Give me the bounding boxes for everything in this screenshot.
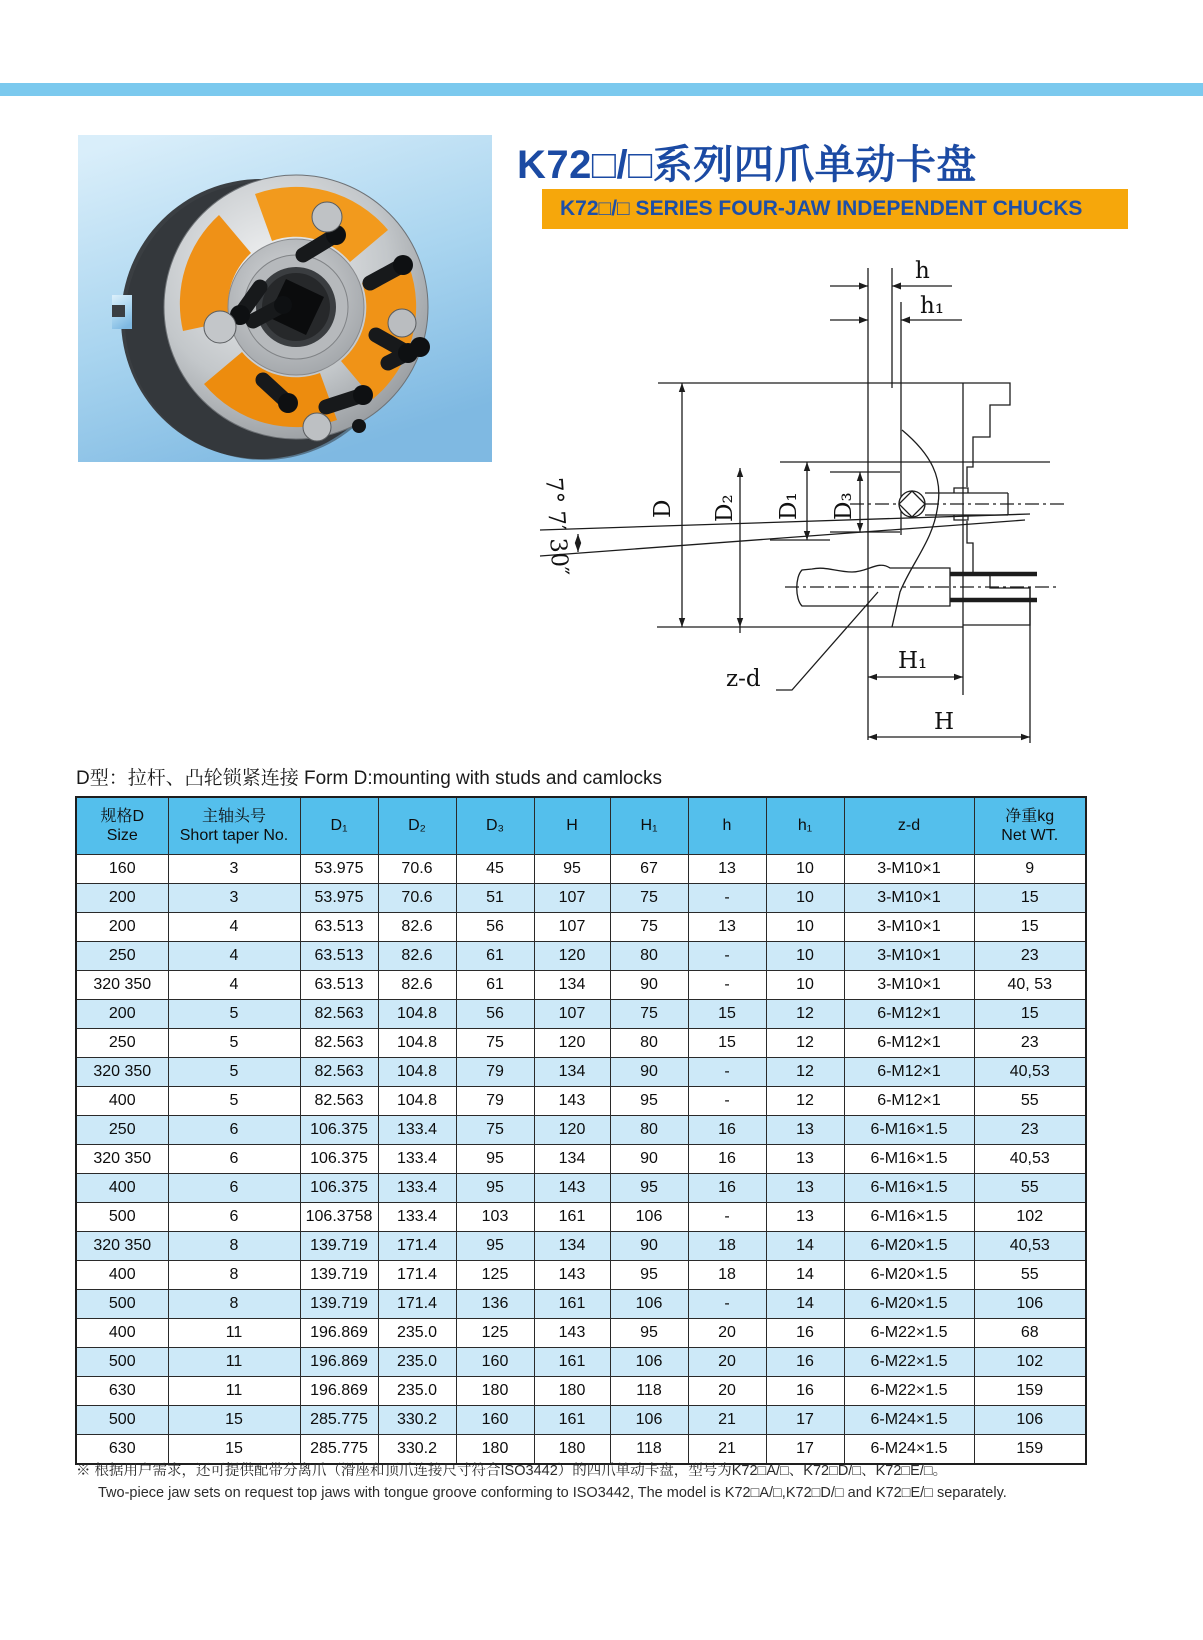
table-cell: 14 bbox=[766, 1290, 844, 1319]
table-cell: 6-M22×1.5 bbox=[844, 1348, 974, 1377]
table-cell: - bbox=[688, 1058, 766, 1087]
table-cell: - bbox=[688, 1290, 766, 1319]
table-cell: 171.4 bbox=[378, 1290, 456, 1319]
table-cell: 14 bbox=[766, 1232, 844, 1261]
table-header-cell: D₁ bbox=[300, 797, 378, 855]
table-cell: 136 bbox=[456, 1290, 534, 1319]
table-row bbox=[76, 1348, 1086, 1377]
table-cell: 90 bbox=[610, 1058, 688, 1087]
table-cell: 95 bbox=[456, 1174, 534, 1203]
table-cell: 80 bbox=[610, 1116, 688, 1145]
table-cell: 95 bbox=[610, 1261, 688, 1290]
table-cell: 104.8 bbox=[378, 1058, 456, 1087]
table-cell: 75 bbox=[456, 1029, 534, 1058]
footnote bbox=[76, 1461, 1007, 1505]
label-H: H bbox=[934, 709, 955, 735]
table-cell: 196.869 bbox=[300, 1348, 378, 1377]
table-cell: 6-M24×1.5 bbox=[844, 1406, 974, 1435]
table-cell: 6-M12×1 bbox=[844, 1058, 974, 1087]
table-row bbox=[76, 942, 1086, 971]
table-row bbox=[76, 1319, 1086, 1348]
table-row bbox=[76, 1406, 1086, 1435]
table-cell: 161 bbox=[534, 1348, 610, 1377]
table-cell: 133.4 bbox=[378, 1145, 456, 1174]
product-photo bbox=[78, 135, 492, 462]
table-cell: 134 bbox=[534, 1145, 610, 1174]
table-cell: 120 bbox=[534, 1116, 610, 1145]
table-cell: 133.4 bbox=[378, 1174, 456, 1203]
table-cell: - bbox=[688, 942, 766, 971]
table-cell: 106 bbox=[610, 1348, 688, 1377]
table-cell: 106 bbox=[610, 1290, 688, 1319]
table-cell: 159 bbox=[974, 1377, 1086, 1406]
table-cell: 5 bbox=[168, 1087, 300, 1116]
table-caption bbox=[76, 763, 662, 790]
table-cell: 45 bbox=[456, 855, 534, 884]
table-cell: 118 bbox=[610, 1435, 688, 1465]
table-cell: 235.0 bbox=[378, 1377, 456, 1406]
table-row bbox=[76, 1261, 1086, 1290]
table-cell: 107 bbox=[534, 1000, 610, 1029]
table-cell: 51 bbox=[456, 884, 534, 913]
table-cell: 630 bbox=[76, 1377, 168, 1406]
table-cell: 17 bbox=[766, 1435, 844, 1465]
table-cell: 3-M10×1 bbox=[844, 884, 974, 913]
table-cell: 12 bbox=[766, 1029, 844, 1058]
table-cell: 16 bbox=[688, 1174, 766, 1203]
table-cell: 160 bbox=[76, 855, 168, 884]
table-cell: 107 bbox=[534, 913, 610, 942]
table-cell: 55 bbox=[974, 1087, 1086, 1116]
table-cell: 10 bbox=[766, 855, 844, 884]
table-cell: 180 bbox=[534, 1377, 610, 1406]
table-row bbox=[76, 1000, 1086, 1029]
chuck-hole bbox=[352, 419, 366, 433]
spec-table-body bbox=[76, 855, 1086, 1465]
table-cell: 61 bbox=[456, 971, 534, 1000]
footnote-en: Two-piece jaw sets on request top jaws with tongue groove conforming to ISO3442, The model is K72□A/□,K72□D/□ and K72□E/□ separately. bbox=[98, 1484, 1007, 1501]
table-cell: 320 350 bbox=[76, 1145, 168, 1174]
table-cell: 159 bbox=[974, 1435, 1086, 1465]
table-cell: 6 bbox=[168, 1174, 300, 1203]
table-cell: 9 bbox=[974, 855, 1086, 884]
table-cell: 6-M16×1.5 bbox=[844, 1203, 974, 1232]
table-cell: 55 bbox=[974, 1174, 1086, 1203]
table-cell: 75 bbox=[610, 884, 688, 913]
table-cell: 21 bbox=[688, 1406, 766, 1435]
table-cell: 134 bbox=[534, 971, 610, 1000]
table-cell: 11 bbox=[168, 1319, 300, 1348]
table-header-cell: D₃ bbox=[456, 797, 534, 855]
table-cell: 13 bbox=[766, 1116, 844, 1145]
table-caption-en: Form D:mounting with studs and camlocks bbox=[298, 768, 662, 789]
table-cell: 40,53 bbox=[974, 1145, 1086, 1174]
table-row bbox=[76, 913, 1086, 942]
table-cell: 82.6 bbox=[378, 971, 456, 1000]
table-cell: 8 bbox=[168, 1261, 300, 1290]
table-cell: 133.4 bbox=[378, 1203, 456, 1232]
table-row bbox=[76, 971, 1086, 1000]
table-cell: 55 bbox=[974, 1261, 1086, 1290]
table-cell: 13 bbox=[766, 1145, 844, 1174]
table-cell: 6-M12×1 bbox=[844, 1087, 974, 1116]
table-cell: 70.6 bbox=[378, 884, 456, 913]
table-cell: 23 bbox=[974, 1029, 1086, 1058]
table-cell: 630 bbox=[76, 1435, 168, 1465]
table-cell: 10 bbox=[766, 942, 844, 971]
table-row bbox=[76, 1174, 1086, 1203]
table-cell: 139.719 bbox=[300, 1232, 378, 1261]
table-cell: 107 bbox=[534, 884, 610, 913]
table-cell: 10 bbox=[766, 913, 844, 942]
table-cell: 13 bbox=[766, 1203, 844, 1232]
table-cell: 196.869 bbox=[300, 1377, 378, 1406]
table-header-cell: 净重kg Net WT. bbox=[974, 797, 1086, 855]
table-row bbox=[76, 1116, 1086, 1145]
table-row bbox=[76, 1435, 1086, 1465]
table-cell: 120 bbox=[534, 942, 610, 971]
table-cell: 500 bbox=[76, 1406, 168, 1435]
table-cell: 8 bbox=[168, 1232, 300, 1261]
table-cell: 161 bbox=[534, 1290, 610, 1319]
table-cell: 200 bbox=[76, 884, 168, 913]
table-cell: 180 bbox=[456, 1435, 534, 1465]
spec-table bbox=[75, 796, 1087, 1465]
table-cell: 235.0 bbox=[378, 1348, 456, 1377]
table-cell: 143 bbox=[534, 1174, 610, 1203]
table-cell: 180 bbox=[456, 1377, 534, 1406]
table-cell: 3-M10×1 bbox=[844, 971, 974, 1000]
table-cell: 15 bbox=[974, 1000, 1086, 1029]
table-cell: - bbox=[688, 1087, 766, 1116]
table-cell: 5 bbox=[168, 1029, 300, 1058]
table-cell: 6-M16×1.5 bbox=[844, 1174, 974, 1203]
table-row bbox=[76, 1290, 1086, 1319]
table-cell: 80 bbox=[610, 1029, 688, 1058]
table-cell: 161 bbox=[534, 1406, 610, 1435]
table-header-cell: h₁ bbox=[766, 797, 844, 855]
table-cell: 320 350 bbox=[76, 1232, 168, 1261]
table-cell: 90 bbox=[610, 1232, 688, 1261]
table-cell: 95 bbox=[456, 1145, 534, 1174]
table-cell: 75 bbox=[610, 1000, 688, 1029]
table-cell: 4 bbox=[168, 942, 300, 971]
table-cell: 12 bbox=[766, 1000, 844, 1029]
table-cell: 106.375 bbox=[300, 1174, 378, 1203]
table-cell: 10 bbox=[766, 884, 844, 913]
table-cell: 160 bbox=[456, 1348, 534, 1377]
technical-drawing bbox=[530, 240, 1075, 750]
table-cell: 82.563 bbox=[300, 1058, 378, 1087]
table-cell: 75 bbox=[456, 1116, 534, 1145]
table-cell: 20 bbox=[688, 1377, 766, 1406]
table-cell: 70.6 bbox=[378, 855, 456, 884]
table-cell: 500 bbox=[76, 1348, 168, 1377]
table-header-cell: h bbox=[688, 797, 766, 855]
table-cell: 82.563 bbox=[300, 1029, 378, 1058]
table-cell: 12 bbox=[766, 1087, 844, 1116]
label-angle: 7° 7′ 30″ bbox=[540, 476, 573, 577]
table-cell: 250 bbox=[76, 1029, 168, 1058]
table-row bbox=[76, 1203, 1086, 1232]
table-cell: 8 bbox=[168, 1290, 300, 1319]
table-cell: 40, 53 bbox=[974, 971, 1086, 1000]
table-cell: 400 bbox=[76, 1319, 168, 1348]
label-zd: z-d bbox=[726, 666, 761, 692]
table-cell: 4 bbox=[168, 913, 300, 942]
table-cell: 20 bbox=[688, 1348, 766, 1377]
table-cell: 4 bbox=[168, 971, 300, 1000]
table-cell: 3-M10×1 bbox=[844, 913, 974, 942]
table-cell: 20 bbox=[688, 1319, 766, 1348]
table-cell: 15 bbox=[688, 1000, 766, 1029]
table-cell: 104.8 bbox=[378, 1000, 456, 1029]
table-cell: 285.775 bbox=[300, 1406, 378, 1435]
table-cell: 18 bbox=[688, 1261, 766, 1290]
table-cell: 82.563 bbox=[300, 1087, 378, 1116]
table-row bbox=[76, 1145, 1086, 1174]
spec-table-head bbox=[76, 797, 1086, 855]
table-cell: 200 bbox=[76, 913, 168, 942]
table-cell: 6-M20×1.5 bbox=[844, 1232, 974, 1261]
table-cell: 6-M22×1.5 bbox=[844, 1319, 974, 1348]
table-cell: 118 bbox=[610, 1377, 688, 1406]
label-D1: D₁ bbox=[776, 492, 802, 520]
table-cell: 3-M10×1 bbox=[844, 855, 974, 884]
table-cell: 13 bbox=[688, 855, 766, 884]
table-cell: 75 bbox=[610, 913, 688, 942]
table-cell: 15 bbox=[168, 1435, 300, 1465]
table-cell: 82.563 bbox=[300, 1000, 378, 1029]
table-cell: 95 bbox=[534, 855, 610, 884]
table-cell: 90 bbox=[610, 971, 688, 1000]
table-cell: 63.513 bbox=[300, 971, 378, 1000]
table-cell: 400 bbox=[76, 1261, 168, 1290]
table-cell: 11 bbox=[168, 1377, 300, 1406]
table-header-cell: 规格D Size bbox=[76, 797, 168, 855]
table-cell: 250 bbox=[76, 942, 168, 971]
table-cell: 15 bbox=[168, 1406, 300, 1435]
table-cell: 6-M12×1 bbox=[844, 1000, 974, 1029]
page-title: K72□/□系列四爪单动卡盘 bbox=[517, 143, 977, 187]
label-D2: D₂ bbox=[712, 494, 738, 522]
table-cell: 106.375 bbox=[300, 1145, 378, 1174]
table-cell: 143 bbox=[534, 1261, 610, 1290]
table-cell: 143 bbox=[534, 1319, 610, 1348]
table-header-cell: H bbox=[534, 797, 610, 855]
table-cell: 104.8 bbox=[378, 1087, 456, 1116]
label-H1: H₁ bbox=[898, 648, 928, 674]
table-cell: 16 bbox=[766, 1348, 844, 1377]
table-cell: 3 bbox=[168, 855, 300, 884]
table-cell: 6 bbox=[168, 1116, 300, 1145]
table-cell: 106.3758 bbox=[300, 1203, 378, 1232]
table-cell: 6-M22×1.5 bbox=[844, 1377, 974, 1406]
table-cell: 56 bbox=[456, 913, 534, 942]
table-cell: 10 bbox=[766, 971, 844, 1000]
table-cell: - bbox=[688, 1203, 766, 1232]
table-cell: 11 bbox=[168, 1348, 300, 1377]
table-cell: 106 bbox=[610, 1406, 688, 1435]
table-cell: 143 bbox=[534, 1087, 610, 1116]
table-cell: 15 bbox=[974, 913, 1086, 942]
table-cell: 67 bbox=[610, 855, 688, 884]
table-row bbox=[76, 884, 1086, 913]
table-cell: 171.4 bbox=[378, 1232, 456, 1261]
table-cell: 3 bbox=[168, 884, 300, 913]
table-cell: 95 bbox=[610, 1087, 688, 1116]
table-cell: 103 bbox=[456, 1203, 534, 1232]
table-cell: 53.975 bbox=[300, 855, 378, 884]
table-cell: 15 bbox=[974, 884, 1086, 913]
table-cell: 400 bbox=[76, 1174, 168, 1203]
table-cell: 200 bbox=[76, 1000, 168, 1029]
table-cell: 320 350 bbox=[76, 1058, 168, 1087]
table-cell: 53.975 bbox=[300, 884, 378, 913]
dimension-arrows bbox=[575, 283, 1030, 741]
table-cell: 6-M24×1.5 bbox=[844, 1435, 974, 1465]
footnote-zh: ※ 根据用户需求，还可提供配带分离爪（滑座和顶爪连接尺寸符合ISO3442）的四爪单动卡盘，型号为K72□A/□、K72□D/□、K72□E/□。 bbox=[76, 1463, 948, 1479]
table-cell: 120 bbox=[534, 1029, 610, 1058]
table-cell: 106 bbox=[610, 1203, 688, 1232]
table-cell: 17 bbox=[766, 1406, 844, 1435]
table-cell: 500 bbox=[76, 1290, 168, 1319]
label-h1: h₁ bbox=[920, 293, 945, 319]
table-cell: 5 bbox=[168, 1058, 300, 1087]
table-cell: 18 bbox=[688, 1232, 766, 1261]
table-cell: 16 bbox=[688, 1145, 766, 1174]
table-cell: 102 bbox=[974, 1203, 1086, 1232]
table-cell: 160 bbox=[456, 1406, 534, 1435]
table-cell: 285.775 bbox=[300, 1435, 378, 1465]
table-cell: - bbox=[688, 884, 766, 913]
label-h: h bbox=[915, 258, 930, 284]
table-cell: 250 bbox=[76, 1116, 168, 1145]
table-cell: 106 bbox=[974, 1406, 1086, 1435]
table-cell: 16 bbox=[766, 1377, 844, 1406]
table-cell: 21 bbox=[688, 1435, 766, 1465]
table-cell: 61 bbox=[456, 942, 534, 971]
table-row bbox=[76, 1058, 1086, 1087]
label-D3: D₃ bbox=[831, 492, 857, 520]
table-cell: 6-M16×1.5 bbox=[844, 1145, 974, 1174]
top-accent-bar bbox=[0, 83, 1203, 96]
table-row bbox=[76, 1029, 1086, 1058]
table-cell: 320 350 bbox=[76, 971, 168, 1000]
table-cell: 80 bbox=[610, 942, 688, 971]
table-cell: 6 bbox=[168, 1203, 300, 1232]
table-cell: 6-M20×1.5 bbox=[844, 1290, 974, 1319]
table-header-cell: z-d bbox=[844, 797, 974, 855]
table-cell: 330.2 bbox=[378, 1406, 456, 1435]
table-cell: 40,53 bbox=[974, 1232, 1086, 1261]
table-cell: 235.0 bbox=[378, 1319, 456, 1348]
table-cell: - bbox=[688, 971, 766, 1000]
table-caption-zh: D型：拉杆、凸轮锁紧连接 bbox=[76, 768, 299, 789]
table-cell: 400 bbox=[76, 1087, 168, 1116]
label-D: D bbox=[650, 499, 676, 518]
table-cell: 5 bbox=[168, 1000, 300, 1029]
table-cell: 6-M12×1 bbox=[844, 1029, 974, 1058]
table-cell: 82.6 bbox=[378, 942, 456, 971]
table-cell: 6 bbox=[168, 1145, 300, 1174]
table-cell: 23 bbox=[974, 942, 1086, 971]
table-row bbox=[76, 855, 1086, 884]
table-cell: 196.869 bbox=[300, 1319, 378, 1348]
table-cell: 139.719 bbox=[300, 1290, 378, 1319]
table-cell: 6-M16×1.5 bbox=[844, 1116, 974, 1145]
table-header-cell: H₁ bbox=[610, 797, 688, 855]
table-cell: 90 bbox=[610, 1145, 688, 1174]
table-cell: 14 bbox=[766, 1261, 844, 1290]
table-cell: 161 bbox=[534, 1203, 610, 1232]
table-cell: 95 bbox=[456, 1232, 534, 1261]
table-cell: 15 bbox=[688, 1029, 766, 1058]
table-cell: 133.4 bbox=[378, 1116, 456, 1145]
table-header-cell: 主轴头号 Short taper No. bbox=[168, 797, 300, 855]
table-cell: 500 bbox=[76, 1203, 168, 1232]
table-cell: 82.6 bbox=[378, 913, 456, 942]
table-cell: 79 bbox=[456, 1087, 534, 1116]
table-cell: 63.513 bbox=[300, 942, 378, 971]
table-cell: 12 bbox=[766, 1058, 844, 1087]
table-cell: 23 bbox=[974, 1116, 1086, 1145]
table-cell: 13 bbox=[688, 913, 766, 942]
table-cell: 68 bbox=[974, 1319, 1086, 1348]
table-cell: 3-M10×1 bbox=[844, 942, 974, 971]
table-row bbox=[76, 1087, 1086, 1116]
table-cell: 56 bbox=[456, 1000, 534, 1029]
table-row bbox=[76, 1377, 1086, 1406]
table-cell: 171.4 bbox=[378, 1261, 456, 1290]
table-cell: 95 bbox=[610, 1174, 688, 1203]
table-cell: 16 bbox=[688, 1116, 766, 1145]
table-cell: 134 bbox=[534, 1232, 610, 1261]
table-cell: 63.513 bbox=[300, 913, 378, 942]
table-header-cell: D₂ bbox=[378, 797, 456, 855]
subtitle-banner: K72□/□ SERIES FOUR-JAW INDEPENDENT CHUCKS bbox=[542, 189, 1128, 229]
table-cell: 106 bbox=[974, 1290, 1086, 1319]
table-cell: 106.375 bbox=[300, 1116, 378, 1145]
table-cell: 6-M20×1.5 bbox=[844, 1261, 974, 1290]
table-cell: 79 bbox=[456, 1058, 534, 1087]
table-cell: 330.2 bbox=[378, 1435, 456, 1465]
table-cell: 16 bbox=[766, 1319, 844, 1348]
table-cell: 95 bbox=[610, 1319, 688, 1348]
table-cell: 102 bbox=[974, 1348, 1086, 1377]
table-cell: 134 bbox=[534, 1058, 610, 1087]
table-row bbox=[76, 1232, 1086, 1261]
table-cell: 104.8 bbox=[378, 1029, 456, 1058]
table-cell: 125 bbox=[456, 1319, 534, 1348]
table-cell: 125 bbox=[456, 1261, 534, 1290]
table-cell: 139.719 bbox=[300, 1261, 378, 1290]
table-cell: 180 bbox=[534, 1435, 610, 1465]
table-cell: 13 bbox=[766, 1174, 844, 1203]
table-cell: 40,53 bbox=[974, 1058, 1086, 1087]
